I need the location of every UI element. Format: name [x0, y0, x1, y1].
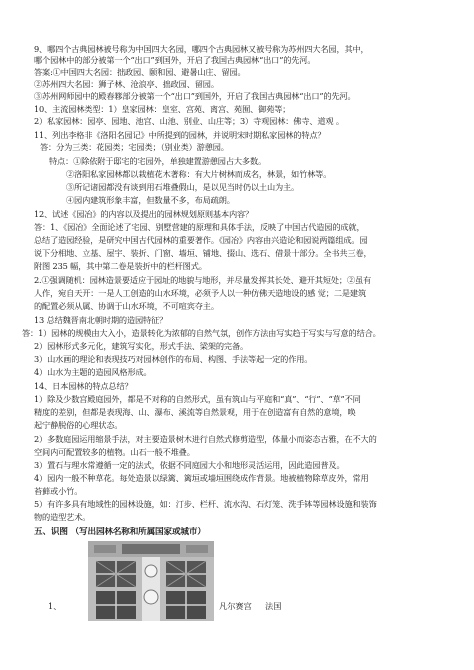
q12-answer-2: 总结了造园经验，是研究中国古代园林的重要著作。《园冶》内容由兴造论和园说两篇组成。园	[34, 235, 368, 245]
q14-point-4-line-1: 4）园内一般不种草花。每处造景以绿篱、篱垣或墙垣围绕成作背景。地被植物除草皮外，常用	[34, 473, 369, 483]
q14-point-2-line-1: 2）多数庭园运用缩景手法，对主要造景树木进行自然式修剪造型，体量小而姿态古雅，在不大的	[34, 434, 377, 444]
q11-feature-3: ③所记诸园都没有谈到用石堆叠假山，是以见当时仍以土山为主。	[66, 182, 300, 192]
q12-answer-1: 答：1、《园冶》全面论述了宅园、别墅营建的原理和具体手法，反映了中国古代造园的成就，	[34, 222, 365, 232]
q12-principle-1: 2.①强调随机：园林造景要适应于园址的地貌与地形，并尽量发挥其长处、避开其短处；②虽有	[34, 275, 372, 285]
q13-answer-3: 3）山水画的理论和表现技巧对园林创作的布局、构图、手法等起一定的作用。	[34, 354, 313, 364]
q12-answer-3: 说下分相地、立基、屋宇、装折、门窗、墙垣、铺地、掇山、选石、借景十部分。全书共三卷，	[34, 248, 372, 258]
q12-question: 12、试述《园冶》的内容以及提出的园林规划原则基本内容？	[34, 209, 254, 219]
q14-point-1-line-2: 精度的差别，但都是表现海、山、瀑布、溪流等自然景观，用于在创造富有自然的意境，唤	[34, 407, 356, 417]
q14-point-1-line-1: 1）除及少数宫殿庭园外，都是不对称的自然形式，虽有筑山与平庭和“真”、“行”、“草”不同	[34, 394, 361, 404]
q14-point-4-line-2: 苔藓或小竹。	[34, 486, 83, 496]
versailles-aerial-image	[88, 541, 214, 621]
q14-point-2-line-2: 空间内可配置较多的植物。山石一般不堆叠。	[34, 447, 195, 457]
q13-answer-2: 2）园林形式多元化，建筑写实化，形式手法、梁架的完备。	[34, 341, 249, 351]
q11-question: 11、列出李格非《洛阳名园记》中所提到的园林，并说明宋时期私家园林的特点？	[34, 130, 326, 140]
q13-question: 13 总结魏晋南北朝时期的造园特征？	[34, 315, 168, 325]
q11-answer: 答：分为三类：花园类；宅园类；（别业类）游憩园。	[40, 142, 229, 152]
q14-question: 14、日本园林的特点总结？	[34, 381, 133, 391]
q9-answer-2: ②苏州四大名园：狮子林、沧浪亭、拙政园、留园。	[34, 79, 219, 89]
q11-feature-4: ④园内建筑形象丰富，但数量不多，布局疏朗。	[66, 195, 235, 205]
figure-country: 法国	[265, 601, 282, 611]
q10-line-2: 2）私家园林：园亭、园地、池宫、山池、别业、山庄等；3）寺观园林：佛寺、道观 。	[34, 116, 344, 126]
q14-point-5-line-2: 物的造型艺术。	[34, 512, 91, 522]
q14-point-5-line-1: 5）有许多具有地域性的园林设施，如：汀步、栏杆、流水沟、石灯笼、洗手钵等园林设施和装饰	[34, 499, 377, 509]
q13-answer-1: 答：1）园林的规模由大入小，造景转化为浓郁的自然气氛，创作方法由写实趋于写实与写意的结合。	[22, 328, 381, 338]
q11-feature-1: 特点：①除依附于邸宅的宅园外，单独建置游憩园占大多数。	[49, 156, 267, 166]
section-five-title: 五、识图 （写出园林名称和所属国家或城市）	[34, 527, 206, 537]
q12-principle-3: 的配置必须从属、协调于山水环境，不可喧宾夺主。	[34, 301, 219, 311]
q12-principle-2: 人作，宛自天开：一是人工创造的山水环境，必须予人以一种仿佛天造地设的感 觉；二是建筑	[34, 288, 366, 298]
q10-line-1: 10、主流园林类型：1）皇家园林：皇室、宫苑、离宫、苑囿、御苑等；	[34, 104, 291, 114]
q14-point-1-line-3: 起宁静脱俗的心理状态。	[34, 420, 123, 430]
figure-number: 1、	[48, 601, 62, 611]
q11-feature-2: ②洛阳私家园林都以栽植花木著称：有大片树林而成名，林景，如竹林等。	[66, 169, 332, 179]
q14-point-3: 3）置石与理水常遵循一定的法式，依据不同庭园大小和地形灵活运用，因此造园普及。	[34, 460, 345, 470]
q13-answer-4: 4）山水为主题的造园风格形成。	[34, 367, 152, 377]
q9-line-1: 9、哪四个古典园林被号称为中国四大名园，哪四个古典园林又被号称为苏州四大名园，其中，	[34, 44, 369, 54]
q9-answer-1: 答案:①中国四大名园：拙政园、颐和园、避暑山庄、留园。	[34, 67, 246, 77]
q9-line-2: 哪个园林中的部分被第一个“出口”到国外，开启了我国古典园林“出口”的先河。	[34, 55, 316, 65]
q9-answer-3: ③苏州网师园中的殿春簃部分被第一个“出口”到国外，开启了我国古典园林“出口”的先河。	[34, 91, 356, 101]
q12-answer-4: 附图 235 幅，其中第二卷是装折中的栏杆图式。	[34, 261, 207, 271]
figure-name: 凡尔赛宫	[219, 601, 252, 611]
